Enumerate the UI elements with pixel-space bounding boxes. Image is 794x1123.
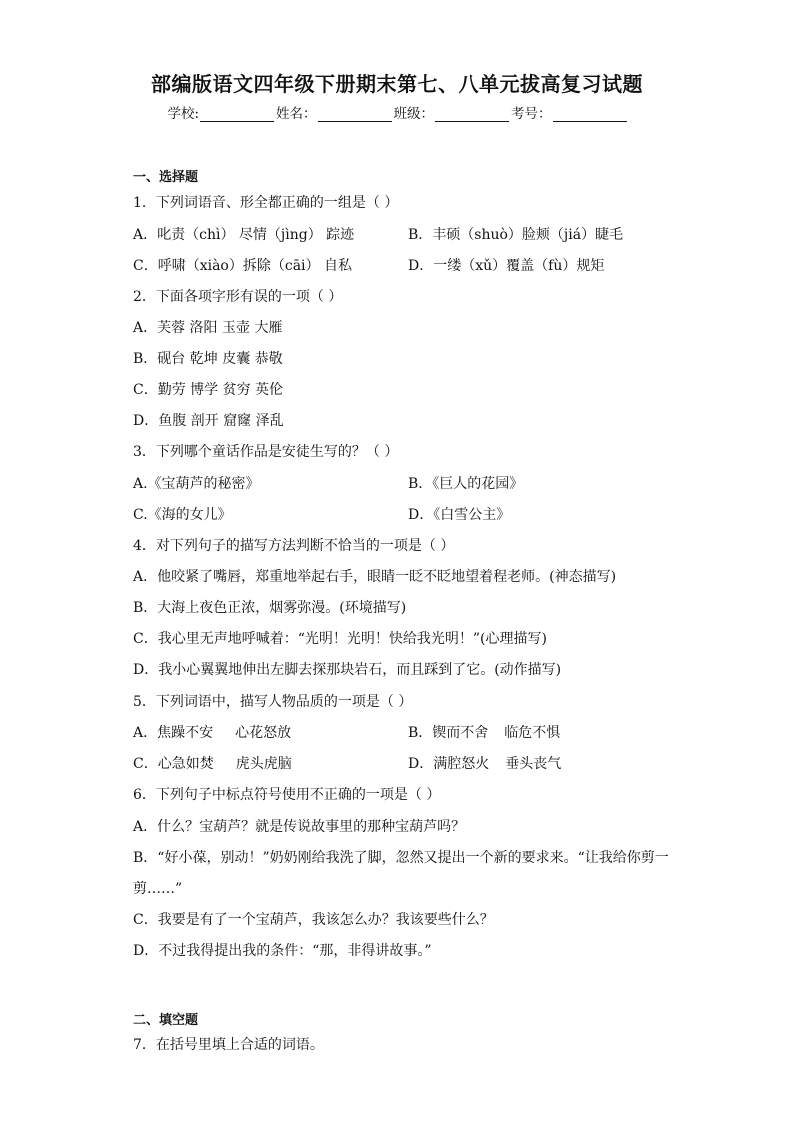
question-5-stem: 5．下列词语中，描写人物品质的一项是（ ） <box>133 694 413 710</box>
question-6-option-b-continued: 剪……” <box>133 881 183 897</box>
question-6-option-a: A．什么？宝葫芦？就是传说故事里的那种宝葫芦吗？ <box>133 819 466 835</box>
question-7-stem: 7．在括号里填上合适的词语。 <box>133 1037 324 1053</box>
class-label: 班级： <box>393 106 435 122</box>
school-blank[interactable] <box>200 107 274 122</box>
question-5-option-a-word-1: A．焦躁不安 <box>133 725 214 741</box>
question-2-option-b: B．砚台 乾坤 皮囊 恭敬 <box>133 351 283 367</box>
student-info-row <box>0 102 794 122</box>
question-1-option-a: A．叱责（chì） 尽情（jìng） 踪迹 <box>133 227 355 243</box>
question-2-stem: 2．下面各项字形有误的一项（ ） <box>133 289 343 305</box>
question-4-option-d: D．我小心翼翼地伸出左脚去探那块岩石，而且踩到了它。(动作描写) <box>133 662 562 678</box>
question-5-option-b <box>408 722 560 742</box>
question-5-option-a-word-2: 心花怒放 <box>235 725 292 741</box>
question-4-option-a: A．他咬紧了嘴唇，郑重地举起右手，眼睛一眨不眨地望着程老师。(神态描写) <box>133 569 617 585</box>
question-5-option-b-word-1: B．锲而不舍 <box>408 725 489 741</box>
question-1-stem: 1．下列词语音、形全都正确的一组是（ ） <box>133 195 399 211</box>
question-5-option-b-word-2: 临危不惧 <box>504 725 561 741</box>
question-5-option-d <box>408 753 561 773</box>
question-5-option-a <box>133 722 291 742</box>
name-blank[interactable] <box>318 107 392 122</box>
question-5-option-c-word-2: 虎头虎脑 <box>235 756 292 772</box>
question-5-option-d-word-2: 垂头丧气 <box>505 756 562 772</box>
page-title: 部编版语文四年级下册期末第七、八单元拔高复习试题 <box>151 72 643 96</box>
question-6-stem: 6．下列句子中标点符号使用不正确的一项是（ ） <box>133 787 441 803</box>
question-3-option-b: B．《巨人的花园》 <box>408 476 524 492</box>
question-2-option-d: D．鱼腹 剖开 窟窿 泽乱 <box>133 413 284 429</box>
school-label: 学校: <box>167 106 200 122</box>
school-field <box>167 102 274 122</box>
question-6-option-d: D．不过我得提出我的条件：“那，非得讲故事。” <box>133 943 432 959</box>
section-heading-fill-in: 二、填空题 <box>133 1013 199 1028</box>
exam-number-label: 考号： <box>511 106 552 122</box>
class-field <box>394 102 510 122</box>
question-2-option-a: A．芙蓉 洛阳 玉壶 大雁 <box>133 320 283 336</box>
question-3-stem: 3．下列哪个童话作品是安徒生写的？（ ） <box>133 444 399 460</box>
question-5-option-d-word-1: D．满腔怒火 <box>408 756 490 772</box>
question-4-stem: 4．对下列句子的描写方法判断不恰当的一项是（ ） <box>133 538 455 554</box>
question-4-option-c: C．我心里无声地呼喊着：“光明！光明！快给我光明！”(心理描写) <box>133 631 547 647</box>
question-3-option-d: D．《白雪公主》 <box>408 507 511 523</box>
question-1-option-c: C．呼啸（xiào）拆除（cāi） 自私 <box>133 258 352 274</box>
question-6-option-b: B．“好小葆，别动！”奶奶刚给我洗了脚，忽然又提出一个新的要求来。“让我给你剪一 <box>133 850 669 866</box>
question-5-option-c <box>133 753 292 773</box>
name-field <box>276 102 392 122</box>
question-1-option-b: B．丰硕（shuò）脸颊（jiá）睫毛 <box>408 227 624 243</box>
question-4-option-b: B．大海上夜色正浓，烟雾弥漫。(环境描写) <box>133 600 407 616</box>
exam-number-field <box>511 102 627 122</box>
exam-number-blank[interactable] <box>553 107 627 122</box>
question-3-option-a: A.《宝葫芦的秘密》 <box>133 476 260 492</box>
section-heading-choice: 一、选择题 <box>133 170 199 185</box>
question-6-option-c: C．我要是有了一个宝葫芦，我该怎么办？我该要些什么？ <box>133 912 494 928</box>
question-2-option-c: C．勤劳 博学 贫穷 英伦 <box>133 382 284 398</box>
question-1-option-d: D．一缕（xǔ）覆盖（fù）规矩 <box>408 258 605 274</box>
question-5-option-c-word-1: C．心急如焚 <box>133 756 214 772</box>
name-label: 姓名： <box>276 106 317 122</box>
class-blank[interactable] <box>435 107 509 122</box>
question-3-option-c: C.《海的女儿》 <box>133 507 232 523</box>
